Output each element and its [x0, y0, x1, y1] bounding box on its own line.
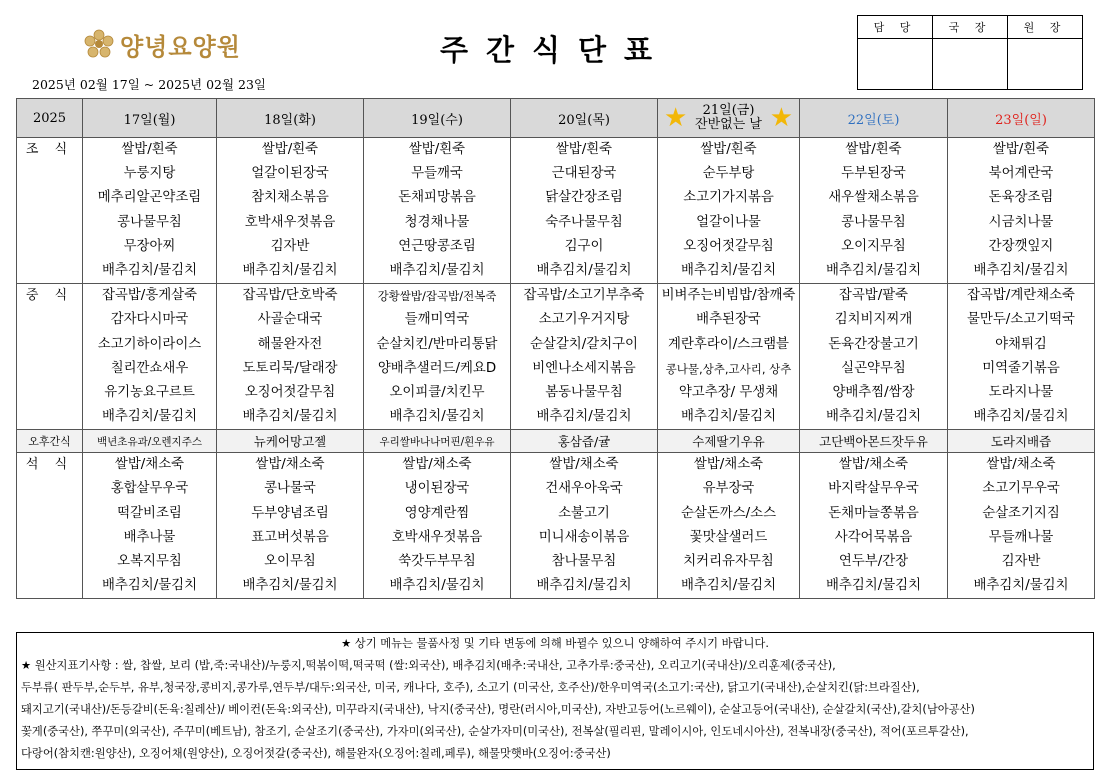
flower-logo-icon — [84, 29, 114, 59]
menu-item: 쌀밥/채소죽 — [693, 457, 764, 473]
menu-item: 김자반 — [1001, 554, 1041, 569]
menu-item: 영양계란찜 — [404, 505, 470, 521]
menu-table — [16, 98, 1095, 599]
menu-item: 쌀밥/채소죽 — [402, 457, 472, 473]
menu-item: 호박새우젓볶음 — [391, 529, 483, 545]
snack-wed: 우리쌀바나나머핀/흰우유 — [364, 430, 511, 453]
menu-item: 쌀밥/채소죽 — [838, 457, 909, 473]
lunch-cell-mon — [83, 284, 217, 430]
menu-item: 배추나물 — [123, 529, 176, 545]
menu-item: 약고추장/ 무생채 — [678, 384, 779, 400]
menu-item: 배추김치/물김치 — [536, 578, 632, 594]
dinner-cell-tue — [217, 453, 364, 599]
menu-item: 떡갈비조림 — [117, 505, 182, 521]
menu-item: 배추김치/물김치 — [825, 262, 922, 278]
menu-item: 꽃맛살샐러드 — [689, 529, 768, 545]
menu-item: 간장깻잎지 — [988, 238, 1054, 254]
menu-item: 유기농요구르트 — [104, 384, 195, 400]
menu-item: 호박새우젓볶음 — [244, 214, 336, 230]
menu-item: 쌀밥/흰죽 — [121, 142, 178, 157]
meal-label-breakfast: 조 식 — [17, 138, 83, 284]
menu-item: 잡곡밥/소고기부추죽 — [523, 288, 645, 304]
menu-item: 들깨미역국 — [404, 312, 470, 328]
menu-item: 미니새송이볶음 — [538, 529, 630, 545]
day-header-fri-label: 21일(금) — [702, 103, 755, 118]
menu-item: 쌀밥/흰죽 — [408, 142, 466, 157]
page-title: 주간식단표 — [440, 33, 671, 67]
menu-item: 새우쌀채소볶음 — [828, 190, 919, 206]
menu-item: 칠리깐쇼새우 — [110, 360, 189, 376]
menu-item: 감자다시마국 — [110, 312, 189, 328]
menu-item: 실곤약무침 — [841, 360, 906, 376]
notice-box — [16, 632, 1094, 770]
lunch-cell-sat — [800, 284, 948, 430]
menu-item: 배추김치/물김치 — [825, 578, 922, 594]
notice-title: ★ 상기 메뉴는 물품사정 및 기타 변동에 의해 바뀔수 있으니 양해하여 주시기 바랍니다. — [341, 637, 769, 650]
menu-item: 배추김치/물김치 — [973, 262, 1069, 278]
menu-item: 얼갈이된장국 — [251, 166, 329, 182]
breakfast-cell-wed — [364, 138, 511, 284]
menu-item: 연두부/간장 — [838, 554, 909, 569]
menu-item: 쌀밥/흰죽 — [261, 142, 319, 157]
menu-item: 배추김치/물김치 — [101, 262, 198, 278]
menu-item: 김구이 — [564, 238, 604, 254]
menu-item: 쌀밥/채소죽 — [986, 457, 1056, 473]
menu-item: 배추김치/물김치 — [389, 409, 485, 425]
menu-item: 소고기하이라이스 — [97, 336, 202, 352]
menu-item: 배추김치/물김치 — [389, 578, 485, 594]
breakfast-cell-fri — [658, 138, 800, 284]
menu-item: 잡곡밥/흥게살죽 — [101, 288, 198, 304]
date-range: 2025년 02월 17일 ~ 2025년 02월 23일 — [32, 77, 267, 92]
breakfast-row — [17, 138, 1095, 284]
menu-item: 닭살간장조림 — [545, 190, 623, 206]
no-leftover-day-label: 잔반없는 날 — [695, 117, 762, 132]
day-header-sun: 23일(일) — [948, 99, 1095, 138]
star-icon: ★ — [664, 103, 688, 133]
day-header-fri — [658, 99, 800, 138]
menu-item: 돈육간장불고기 — [828, 336, 919, 352]
menu-item: 배추김치/물김치 — [242, 409, 338, 425]
dinner-cell-fri — [658, 453, 800, 599]
menu-item: 무들깨나물 — [988, 529, 1054, 545]
breakfast-cell-sat — [800, 138, 948, 284]
menu-item: 배추김치/물김치 — [101, 578, 198, 594]
dinner-row — [17, 453, 1095, 599]
lunch-cell-sun — [948, 284, 1095, 430]
menu-item: 배추김치/물김치 — [536, 409, 632, 425]
approval-sign-head[interactable] — [1008, 39, 1083, 90]
menu-item: 쌀밥/채소죽 — [255, 457, 325, 473]
approval-sign-staff[interactable] — [858, 39, 933, 90]
menu-item: 연근땅콩조림 — [398, 238, 476, 254]
menu-item: 잡곡밥/팥죽 — [838, 288, 909, 304]
approval-label-head: 원 장 — [1008, 16, 1083, 39]
menu-item: 도토리묵/달래장 — [242, 360, 338, 376]
meal-label-snack: 오후간식 — [17, 430, 83, 453]
meal-label-lunch: 중 식 — [17, 284, 83, 430]
menu-item: 콩나물,상추,고사리, 상추 — [665, 361, 792, 376]
snack-thu: 홍삼즙/귤 — [511, 430, 658, 453]
menu-item: 홍합살무우국 — [110, 481, 189, 497]
lunch-row — [17, 284, 1095, 430]
origin-line: ★ 원산지표기사항 : 쌀, 찹쌀, 보리 (밥,죽:국내산)/누룽지,떡볶이떡,떡국떡 (쌀:외국산), 배추김치(배추:국내산, 고추가루:중국산), 오리고기(국내산)/오리훈제(중국산), — [21, 659, 836, 672]
origin-line: 꽃게(중국산), 쭈꾸미(외국산), 주꾸미(베트남), 참조기, 순살조기(중국산), 가자미(외국산), 순살가자미(미국산), 전복살(필리핀, 말레이시아, 인도네시아산), 전복내장(중국산), 적어(포르투갈산), — [21, 725, 969, 738]
menu-item: 배추김치/물김치 — [389, 262, 485, 278]
menu-item: 비엔나소세지볶음 — [532, 360, 636, 376]
menu-item: 오징어젓갈무침 — [244, 384, 336, 400]
menu-item: 쑥갓두부무침 — [398, 554, 476, 569]
menu-item: 배추김치/물김치 — [536, 262, 632, 278]
approval-label-staff: 담 당 — [858, 16, 933, 39]
menu-item: 바지락살무우국 — [828, 481, 919, 497]
menu-item: 봄동나물무침 — [545, 384, 623, 400]
menu-item: 양배추샐러드/케요D — [377, 360, 497, 376]
menu-item: 무장아찌 — [123, 238, 176, 254]
menu-item: 유부장국 — [702, 481, 755, 497]
menu-item: 돈채마늘쫑볶음 — [828, 505, 919, 521]
dinner-cell-sat — [800, 453, 948, 599]
snack-sun: 도라지배즙 — [948, 430, 1095, 453]
menu-item: 사골순대국 — [257, 312, 323, 328]
dinner-cell-wed — [364, 453, 511, 599]
menu-item: 김치비지찌개 — [834, 312, 913, 328]
menu-item: 얼갈이나물 — [696, 214, 761, 230]
snack-fri: 수제딸기우유 — [658, 430, 800, 453]
menu-item: 오이피클/치킨무 — [389, 384, 485, 400]
approval-sign-director[interactable] — [933, 39, 1008, 90]
menu-item: 콩나물무침 — [117, 214, 182, 230]
menu-item: 오이지무침 — [841, 238, 906, 254]
snack-mon: 백년초유과/오렌지주스 — [83, 430, 217, 453]
menu-item: 배추된장국 — [696, 312, 761, 328]
snack-row — [17, 430, 1095, 453]
menu-item: 잡곡밥/단호박죽 — [242, 288, 338, 304]
menu-item: 순살갈치/갈치구이 — [530, 336, 638, 352]
menu-item: 소고기가지볶음 — [683, 190, 774, 206]
menu-item: 쌀밥/흰죽 — [845, 142, 902, 157]
menu-item: 메추리알곤약조림 — [97, 190, 202, 206]
dinner-cell-thu — [511, 453, 658, 599]
lunch-cell-wed — [364, 284, 511, 430]
meal-label-dinner: 석 식 — [17, 453, 83, 599]
menu-item: 해물완자전 — [257, 336, 323, 352]
menu-item: 참나물무침 — [551, 554, 617, 569]
menu-item: 잡곡밥/계란채소죽 — [967, 288, 1075, 304]
snack-tue: 뉴케어망고젤 — [217, 430, 364, 453]
menu-item: 소고기우거지탕 — [538, 312, 630, 328]
menu-item: 미역줄기볶음 — [982, 360, 1060, 376]
menu-item: 쌀밥/흰죽 — [700, 142, 757, 157]
menu-item: 오이무침 — [264, 554, 316, 569]
menu-item: 순살치킨/반마리통닭 — [376, 336, 498, 352]
breakfast-cell-sun — [948, 138, 1095, 284]
menu-item: 콩나물국 — [264, 481, 316, 497]
logo — [84, 28, 241, 60]
menu-item: 소고기무우국 — [982, 481, 1060, 497]
menu-item: 콩나물무침 — [841, 214, 906, 230]
menu-item: 배추김치/물김치 — [242, 578, 338, 594]
origin-line: 다랑어(참치캔:원양산), 오징어채(원양산), 오징어젓갈(중국산), 해물완자(오징어:칠레,페루), 해물맛햇바(오징어:중국산) — [21, 747, 611, 760]
menu-item: 배추김치/물김치 — [101, 409, 198, 425]
menu-item: 돈채피망볶음 — [398, 190, 476, 206]
menu-item: 두부된장국 — [841, 166, 906, 182]
menu-item: 배추김치/물김치 — [680, 262, 777, 278]
day-header-mon: 17일(월) — [83, 99, 217, 138]
dinner-cell-sun — [948, 453, 1095, 599]
approval-box — [857, 15, 1083, 90]
breakfast-cell-thu — [511, 138, 658, 284]
menu-item: 숙주나물무침 — [545, 214, 623, 230]
day-header-thu: 20일(목) — [511, 99, 658, 138]
menu-item: 무들깨국 — [411, 166, 463, 182]
menu-item: 표고버섯볶음 — [251, 529, 329, 545]
menu-item: 쌀밥/채소죽 — [549, 457, 619, 473]
menu-item: 물만두/소고기떡국 — [967, 312, 1075, 328]
menu-item: 건새우아욱국 — [545, 481, 623, 497]
menu-item: 순두부탕 — [702, 166, 755, 182]
menu-item: 야채튀김 — [995, 336, 1047, 352]
menu-item: 도라지나물 — [988, 384, 1054, 400]
logo-text: 양녕요양원 — [120, 32, 241, 61]
menu-item: 근대된장국 — [551, 166, 617, 182]
lunch-cell-fri — [658, 284, 800, 430]
day-header-sat: 22일(토) — [800, 99, 948, 138]
menu-item: 배추김치/물김치 — [973, 409, 1069, 425]
menu-item: 누룽지탕 — [123, 166, 176, 182]
menu-item: 강황쌀밥/잡곡밥/전복죽 — [377, 289, 497, 304]
menu-item: 배추김치/물김치 — [680, 578, 777, 594]
menu-item: 순살돈까스/소스 — [680, 505, 777, 521]
year-header: 2025 — [17, 99, 83, 138]
day-header-tue: 18일(화) — [217, 99, 364, 138]
menu-item: 청경채나물 — [404, 214, 470, 230]
menu-item: 비벼주는비빔밥/참깨죽 — [661, 288, 796, 304]
menu-item: 오징어젓갈무침 — [683, 238, 774, 254]
day-header-wed: 19일(수) — [364, 99, 511, 138]
menu-item: 양배추찜/쌈장 — [832, 384, 915, 400]
menu-item: 김자반 — [270, 238, 310, 254]
menu-item: 배추김치/물김치 — [680, 409, 777, 425]
menu-item: 쌀밥/흰죽 — [555, 142, 613, 157]
breakfast-cell-mon — [83, 138, 217, 284]
menu-item: 쌀밥/채소죽 — [114, 457, 185, 473]
menu-item: 쌀밥/흰죽 — [992, 142, 1050, 157]
menu-item: 북어계란국 — [988, 166, 1054, 182]
star-icon: ★ — [769, 103, 793, 133]
menu-item: 계란후라이/스크램블 — [668, 336, 789, 352]
menu-item: 배추김치/물김치 — [242, 262, 338, 278]
menu-item: 시금치나물 — [988, 214, 1054, 230]
menu-item: 두부양념조림 — [251, 505, 329, 521]
breakfast-cell-tue — [217, 138, 364, 284]
menu-item: 사각어묵볶음 — [834, 529, 913, 545]
approval-label-director: 국 장 — [933, 16, 1008, 39]
lunch-cell-tue — [217, 284, 364, 430]
menu-item: 치커리유자무침 — [683, 554, 774, 569]
menu-item: 배추김치/물김치 — [825, 409, 922, 425]
menu-item: 돈육장조림 — [988, 190, 1054, 206]
menu-item: 소불고기 — [558, 505, 610, 521]
snack-sat: 고단백아몬드잣두유 — [800, 430, 948, 453]
lunch-cell-thu — [511, 284, 658, 430]
menu-item: 냉이된장국 — [404, 481, 470, 497]
menu-item: 오복지무침 — [117, 554, 182, 569]
dinner-cell-mon — [83, 453, 217, 599]
menu-item: 참치채소볶음 — [251, 190, 329, 206]
menu-item: 순살조기지짐 — [982, 505, 1060, 521]
origin-line: 두부류( 판두부,순두부, 유부,청국장,콩비지,콩가루,연두부/대두:외국산, 미국, 캐나다, 호주), 소고기 (미국산, 호주산)/한우미역국(소고기:국산), 닭고기(국내산),순살치킨(닭:브라질산), — [21, 681, 920, 694]
origin-line: 돼지고기(국내산)/돈등갈비(돈육:칠레산)/ 베이컨(돈육:외국산), 미꾸라지(국내산), 낙지(중국산), 명란(러시아,미국산), 자반고등어(노르웨이), 순살고등어(국내산), 순살갈치(국산),갈치(남아공산) — [21, 703, 975, 716]
menu-item: 배추김치/물김치 — [973, 578, 1069, 594]
